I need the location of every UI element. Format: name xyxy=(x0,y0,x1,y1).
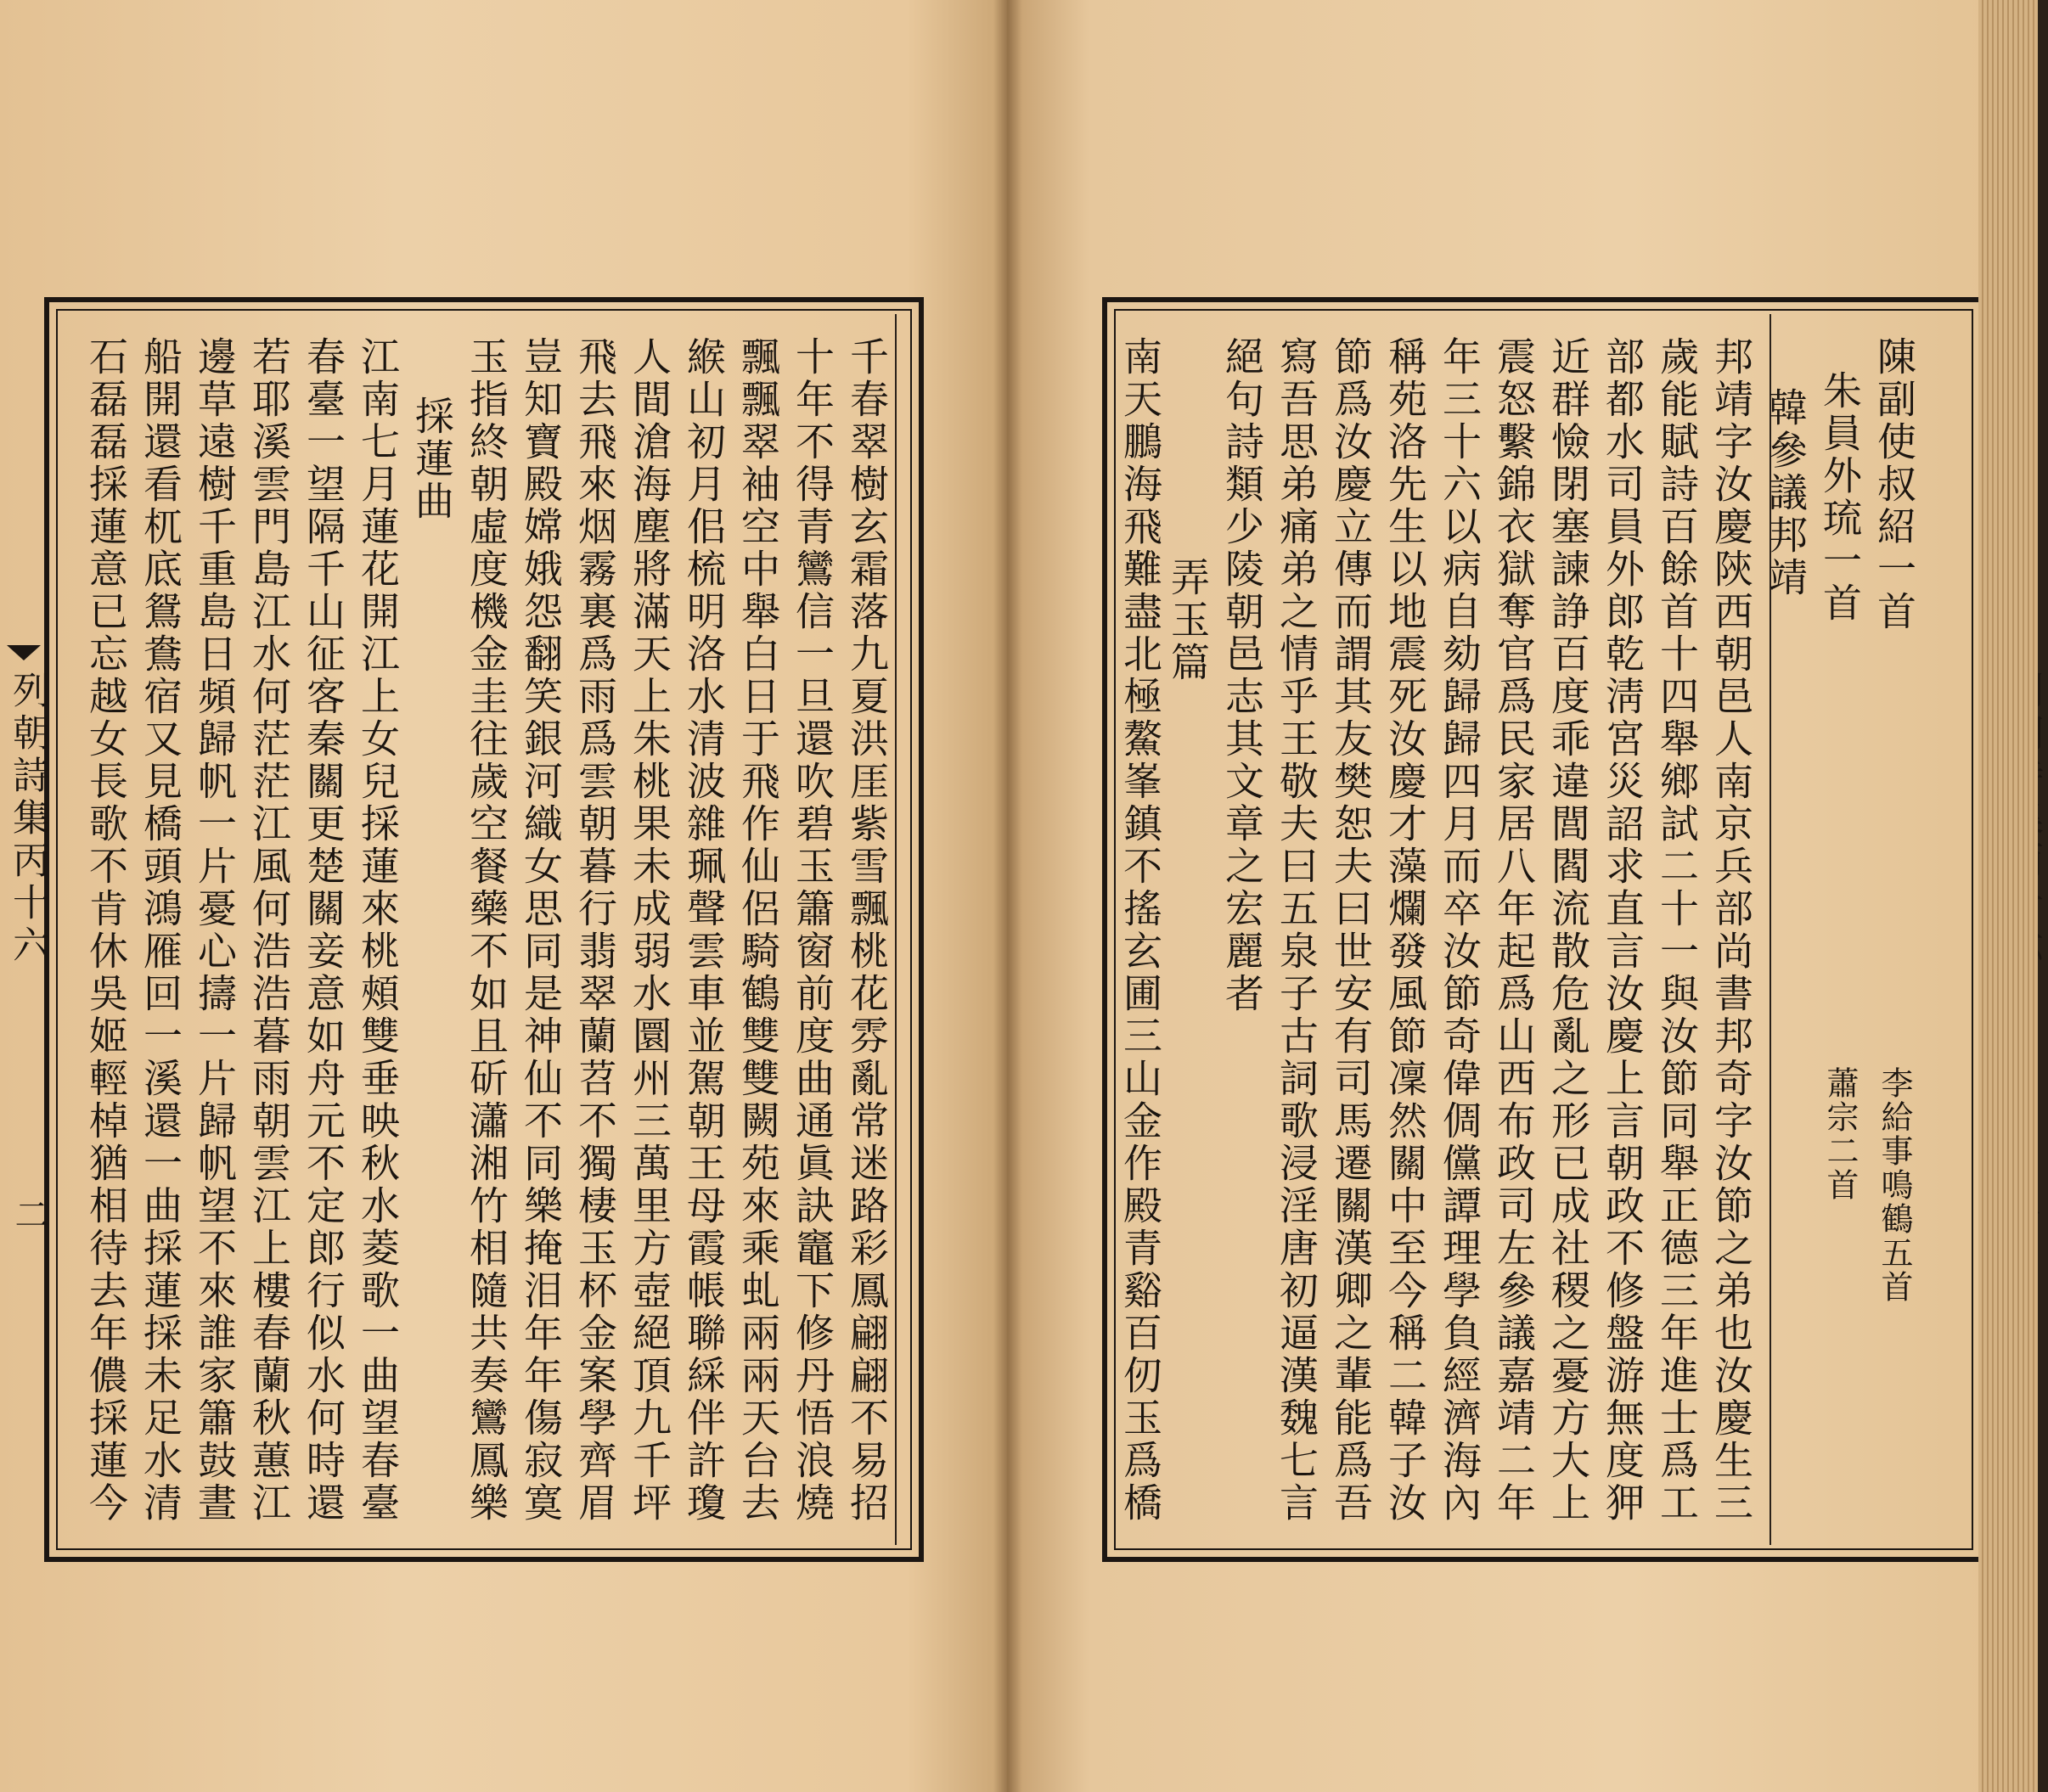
book-gutter xyxy=(993,0,1022,1792)
right-col-16b: 蕭宗二首 xyxy=(1821,1066,1859,1202)
page-edge-stack xyxy=(1978,0,2038,1792)
left-col-13: 飄飄翠袖空中舉白日于飛作仙侶騎鶴雙雙闕苑來乘虬兩兩天台去 xyxy=(735,336,781,1525)
right-page-frame xyxy=(1102,297,1985,1562)
right-col-heading-han: 韓參議邦靖 xyxy=(1763,387,1809,599)
right-col-11: 歲能賦詩百餘首十四舉鄉試二十一與汝節同舉正德三年進士爲工 xyxy=(1654,336,1700,1525)
left-col-5: 春臺一望隔千山征客秦關更楚關妾意如舟元不定郎行似水何時還 xyxy=(301,336,346,1525)
left-col-6: 江南七月蓮花開江上女兒採蓮來桃頰雙垂映秋水菱歌一曲望春臺 xyxy=(355,336,401,1525)
right-page xyxy=(1007,0,2038,1792)
right-col-12: 邦靖字汝慶陝西朝邑人南京兵部尚書邦奇字汝節之弟也汝慶生三 xyxy=(1708,336,1754,1525)
right-col-4: 寫吾思弟痛弟之情乎王敬夫曰五泉子古詞歌浸淫唐初逼漢魏七言 xyxy=(1274,336,1319,1525)
right-col-1: 南天鵬海飛難盡北極鰲峯鎮不搖玄圃三山金作殿青谿百仞玉爲橋 xyxy=(1117,336,1163,1525)
left-col-1: 石磊磊採蓮意已忘越女長歌不肯休吳姬輕棹猶相待去年儂採蓮今 xyxy=(83,336,129,1525)
left-page xyxy=(0,0,1007,1792)
left-banxin-folio: 二 xyxy=(9,1197,48,1236)
left-col-14: 十年不得青鸞信一旦還吹碧玉簫窗前度曲通眞訣竈下修丹悟浪燒 xyxy=(790,336,836,1525)
left-banxin-title: 列朝詩集丙十六 xyxy=(6,671,49,968)
right-col-10: 部都水司員外郎乾淸宮災詔求直言汝慶上言朝政不修盤游無度狎 xyxy=(1600,336,1646,1525)
left-col-9: 豈知寶殿嫦娥怨翻笑銀河織女思同是神仙不同樂掩泪年年傷寂寞 xyxy=(518,336,564,1525)
right-col-9: 近群憸閉塞諫諍百度乖違閭閻流散危亂之形已成社稷之憂方大上 xyxy=(1545,336,1591,1525)
left-fish-tail-mark xyxy=(7,645,41,660)
left-col-8: 玉指終朝虛度機金圭往歲空餐藥不如且斫瀟湘竹相隨共奏鸞鳳樂 xyxy=(464,336,509,1525)
left-col-4: 若耶溪雲門島江水何茫茫江風何浩浩暮雨朝雲江上樓春蘭秋蕙江 xyxy=(246,336,292,1525)
left-col-heading: 採蓮曲 xyxy=(409,396,455,523)
left-col-3: 邊草遠樹千重島日頻歸帆一片憂心擣一片歸帆望不來誰家簫鼓晝 xyxy=(192,336,238,1525)
right-col-3: 絕句詩類少陵朝邑志其文章之宏麗者 xyxy=(1219,336,1265,1015)
right-col-7: 年三十六以病自劾歸歸四月而卒汝節奇偉倜儻譚理學負經濟海內 xyxy=(1437,336,1483,1525)
right-col-5: 節爲汝慶立傳而謂其友樊恕夫曰世安有司馬遷關漢卿之輩能爲吾 xyxy=(1328,336,1374,1525)
right-col-heading-nongyu: 弄玉篇 xyxy=(1165,557,1211,684)
left-col-2: 船開還看杌底鴛鴦宿又見橋頭鴻雁回一溪還一曲採蓮採未足水清 xyxy=(138,336,183,1525)
left-rule xyxy=(895,314,897,1545)
left-col-11: 人間滄海塵將滿天上朱桃果未成弱水圜州三萬里方壺絕頂九千坪 xyxy=(627,336,672,1525)
right-col-17b: 李給事鳴鶴五首 xyxy=(1876,1066,1913,1304)
right-col-16: 朱員外琉一首 xyxy=(1817,370,1863,625)
right-col-8: 震怒繫錦衣獄奪官爲民家居八年起爲山西布政司左參議嘉靖二年 xyxy=(1491,336,1537,1525)
left-col-15: 千春翠樹玄霜落九夏洪厓紫雪飄桃花雰亂常迷路彩鳳翩翩不易招 xyxy=(844,336,890,1525)
left-col-12: 緱山初月佀梳明洛水清波雜珮聲雲車並駕朝王母霞帳聯綵伴許瓊 xyxy=(681,336,727,1525)
right-col-17: 陳副使叔紹一首 xyxy=(1871,336,1917,633)
right-col-6: 稱苑洛先生以地震死汝慶才藻爛發風節凜然關中至今稱二韓子汝 xyxy=(1382,336,1428,1525)
left-page-frame xyxy=(44,297,924,1562)
left-col-10: 飛去飛來烟霧裏爲雨爲雲朝暮行翡翠蘭苕不獨棲玉杯金案學齊眉 xyxy=(572,336,618,1525)
